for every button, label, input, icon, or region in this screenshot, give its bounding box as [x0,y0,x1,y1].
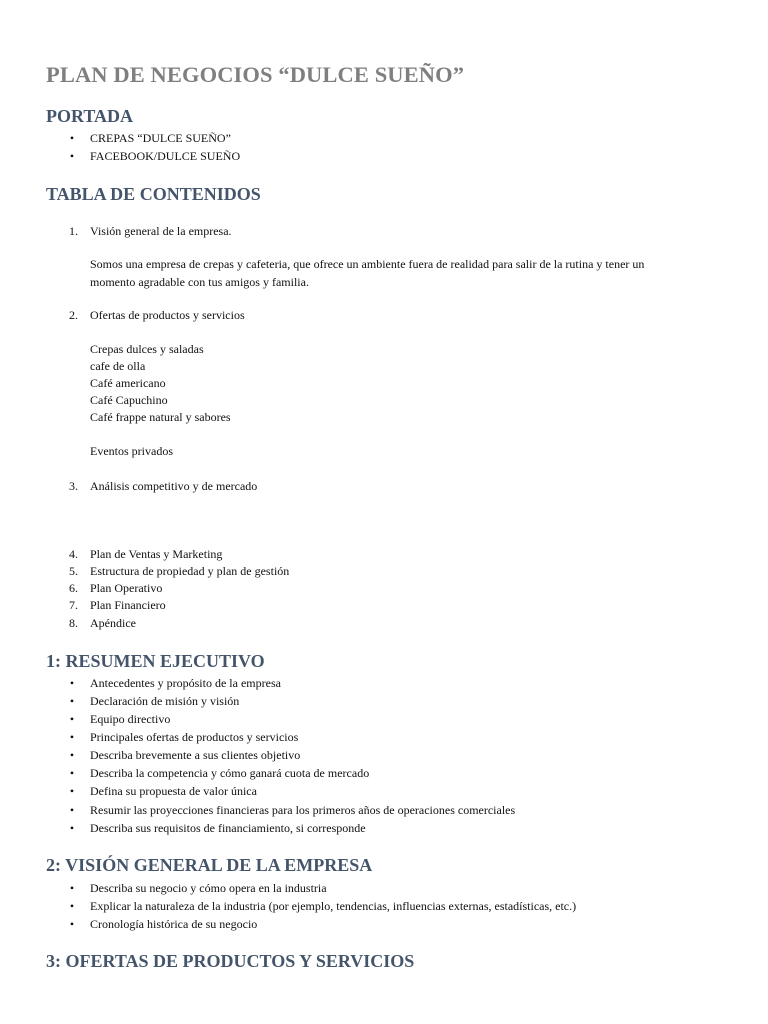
bullet-icon: • [69,131,75,145]
product-line: cafe de olla [90,359,146,373]
bullet-icon: • [69,899,75,913]
bullet-icon: • [69,917,75,931]
bullet-icon: • [69,676,75,690]
bullet-icon: • [69,694,75,708]
bullet-icon: • [69,766,75,780]
heading-section-3: 3: OFERTAS DE PRODUCTOS Y SERVICIOS [46,951,415,971]
bullet-icon: • [69,730,75,744]
bullet-icon: • [69,881,75,895]
product-line: Crepas dulces y saladas [90,342,204,356]
events-line: Eventos privados [90,444,173,458]
bullet-icon: • [69,748,75,762]
heading-toc: TABLA DE CONTENIDOS [46,184,261,204]
product-line: Café frappe natural y sabores [90,410,231,424]
heading-section-1: 1: RESUMEN EJECUTIVO [46,651,265,671]
toc-item-1-description: Somos una empresa de crepas y cafeteria, que ofrece un ambiente fuera de realidad para salir de la rutina y tener un momento agradable con tus amigos y familia. [90,257,645,289]
bullet-icon: • [69,712,75,726]
document-title: PLAN DE NEGOCIOS “DULCE SUEÑO” [46,62,465,87]
bullet-icon: • [69,803,75,817]
heading-portada: PORTADA [46,106,134,126]
product-line: Café americano [90,376,166,390]
document-page: PLAN DE NEGOCIOS “DULCE SUEÑO” PORTADA • CREPAS “DULCE SUEÑO” • FACEBOOK/DULCE SUEÑO TABLA DE CONTENIDOS 1. Visión general de la empresa. Somos una empresa de crepas y cafeteria, que ofrece un ambiente fuera de realidad para salir de la rutina y tener un momento agradable con tus amigos y familia. 2. Ofertas de productos y servicios Crepas dulces y saladas cafe de olla Café americano Café Capuchino Café frappe natural y sabores Eventos privados 3. Análisis competitivo y de mercado 4. Plan de Ventas y Marketing 5. Estructura de propiedad y plan de gestión 6. Plan Operativo 7. Plan Financiero 8. Apéndice 1: RESUMEN EJECUTIVO • Antecedentes y propósito de la empresa • Declaración de misión y visión • Equipo directivo • Principales ofertas de productos y servicios • Describa brevemente a sus clientes objetivo • Describa la competencia y cómo ganará cuota de mercado • Defina su propuesta de valor única • Resumir las proyecciones financieras para los primeros años de operaciones comerciales • Describa sus requisitos de financiamiento, si corresponde 2: VISIÓN GENERAL DE LA EMPRESA • Describa su negocio y cómo opera en la industria • Explicar la naturaleza de la industria (por ejemplo, tendencias, influencias externas, estadísticas, etc.) • Cronología histórica de su negocio 3: OFERTAS DE PRODUCTOS Y SERVICIOS [0,0,768,1024]
bullet-icon: • [69,784,75,798]
heading-section-2: 2: VISIÓN GENERAL DE LA EMPRESA [46,855,373,875]
product-line: Café Capuchino [90,393,168,407]
bullet-icon: • [69,149,75,163]
bullet-icon: • [69,821,75,835]
